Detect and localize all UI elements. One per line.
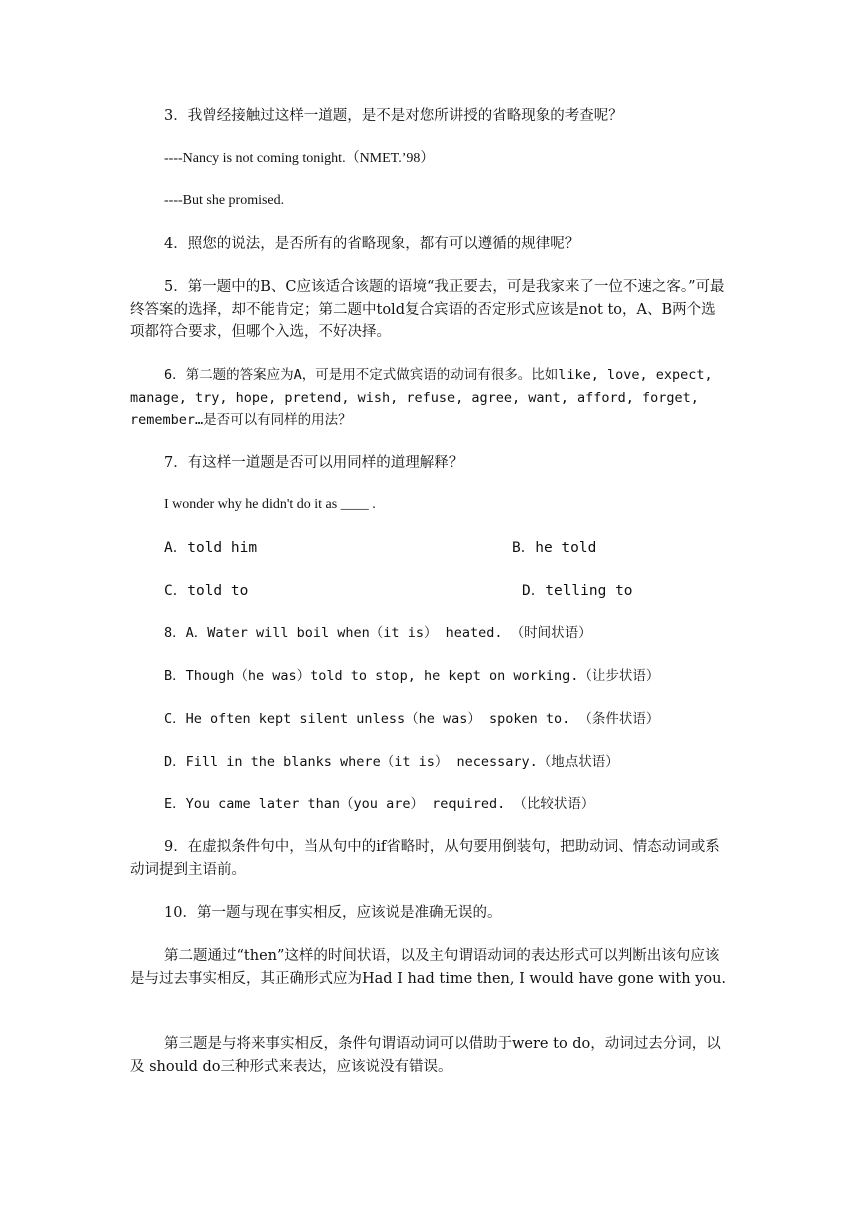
question-sentence: I wonder why he didn't do it as ____ . bbox=[164, 497, 376, 512]
paragraph-4: 4．照您的说法，是否所有的省略现象，都有可以遵循的规律呢？ bbox=[164, 236, 580, 252]
option-c: C．told to bbox=[164, 583, 249, 599]
paragraph-9: 9．在虚拟条件句中，当从句中的if省略时，从句要用倒装句，把助动词、情态动词或系动词提到主语前。 bbox=[130, 839, 720, 878]
dialog-line-1: ----Nancy is not coming tonight.（NMET.’98） bbox=[164, 151, 435, 166]
example-c: C．He often kept silent unless（he was） spoken to. （条件状语） bbox=[164, 711, 660, 727]
paragraph-10: 10．第一题与现在事实相反，应该说是准确无误的。 bbox=[164, 905, 502, 921]
dialog-line-2: ----But she promised. bbox=[164, 193, 285, 208]
option-a: A．told him bbox=[164, 540, 258, 556]
paragraph-11: 第二题通过“then”这样的时间状语，以及主句谓语动词的表达形式可以判断出该句应该是与过去事实相反，其正确形式应为Had I had time then, I would have gone with you. bbox=[130, 948, 727, 987]
example-e: E．You came later than（you are） required. （比较状语） bbox=[164, 796, 595, 812]
paragraph-5: 5．第一题中的B、C应该适合该题的语境“我正要去，可是我家来了一位不速之客。”可最终答案的选择，却不能肯定；第二题中told复合宾语的否定形式应该是not to，A、B两个选项都符合要求，但哪个入选，不好决择。 bbox=[130, 279, 725, 340]
option-b: B．he told bbox=[512, 540, 597, 556]
paragraph-3: 3．我曾经接触过这样一道题，是不是对您所讲授的省略现象的考查呢？ bbox=[164, 108, 623, 124]
paragraph-6: 6．第二题的答案应为A，可是用不定式做宾语的动词有很多。比如like, love, expect, manage, try, hope, pretend, wish, refuse, agree, want, afford, forget, remember…是否可以有同样的用法？ bbox=[130, 367, 713, 428]
paragraph-7: 7．有这样一道题是否可以用同样的道理解释？ bbox=[164, 455, 464, 471]
option-d: D．telling to bbox=[522, 583, 633, 599]
example-b: B．Though（he was）told to stop, he kept on working.（让步状语） bbox=[164, 668, 660, 684]
example-d: D．Fill in the blanks where（it is） necessary.（地点状语） bbox=[164, 754, 619, 770]
example-8: 8．A．Water will boil when（it is） heated. （时间状语） bbox=[164, 625, 592, 641]
paragraph-12: 第三题是与将来事实相反，条件句谓语动词可以借助于were to do，动词过去分词，以及 should do三种形式来表达，应该说没有错误。 bbox=[130, 1036, 721, 1075]
